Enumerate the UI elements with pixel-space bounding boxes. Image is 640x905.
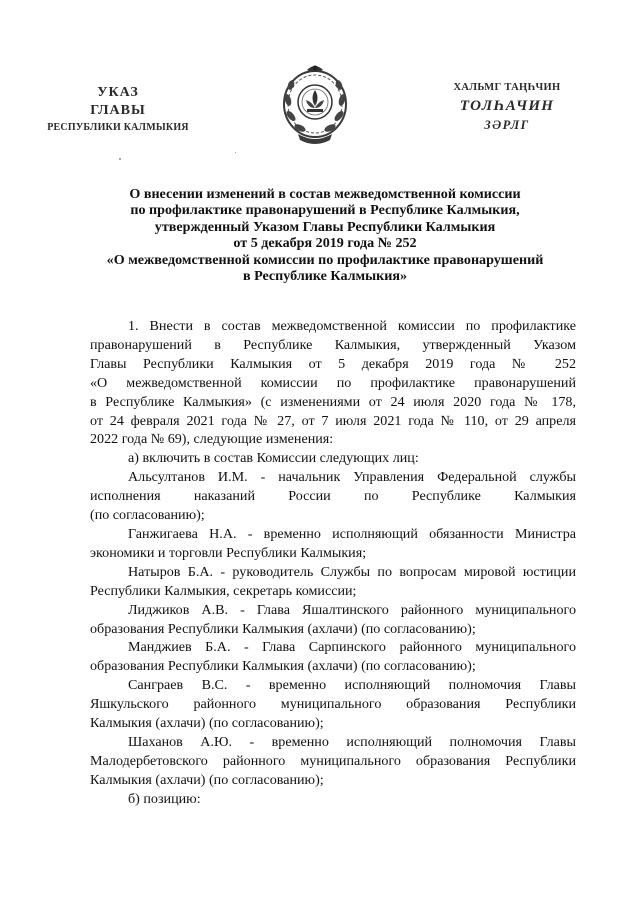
paragraph-ganzhigaeva bbox=[90, 525, 576, 563]
text-line: в Республике Калмыкия» (с изменениями от 24 июля 2020 года № 178, bbox=[90, 393, 576, 410]
text-line: Альсултанов И.М. - начальник Управления Федеральной службы bbox=[128, 469, 576, 486]
text-line: 2022 года № 69), следующие изменения: bbox=[90, 431, 334, 448]
paragraph-shakhanov bbox=[90, 733, 576, 790]
paragraph-manzhiev bbox=[90, 638, 576, 676]
text-line: Шаханов А.Ю. - временно исполняющий полномочия Главы bbox=[128, 733, 576, 750]
title-line: по профилактике правонарушений в Республике Калмыкия, bbox=[130, 202, 520, 219]
text-line: Малодербетовского районного муниципального образования Республики bbox=[90, 752, 576, 769]
header-left-line-3: РЕСПУБЛИКИ КАЛМЫКИЯ bbox=[47, 122, 189, 133]
title-line: утвержденный Указом Главы Республики Калмыкия bbox=[154, 218, 496, 235]
text-line: Натыров Б.А. - руководитель Службы по вопросам мировой юстиции bbox=[128, 563, 576, 580]
header-right-line-1: ХАЛЬМГ ТАҢҺЧИН bbox=[453, 82, 561, 93]
scan-speck bbox=[119, 158, 121, 160]
item-a: а) включить в состав Комиссии следующих лиц: bbox=[128, 450, 419, 467]
text-line: Санграев В.С. - временно исполняющий полномочия Главы bbox=[128, 677, 576, 694]
header-left bbox=[20, 84, 216, 136]
title-line: «О межведомственной комиссии по профилактике правонарушений bbox=[106, 251, 544, 268]
text-line: (по согласованию); bbox=[90, 507, 205, 524]
text-line: образования Республики Калмыкия (ахлачи) (по согласованию); bbox=[90, 658, 476, 675]
text-line: 1. Внести в состав межведомственной комиссии по профилактике bbox=[128, 318, 576, 334]
text-line: Яшкульского районного муниципального образования Республики bbox=[90, 696, 576, 713]
text-line: исполнения наказаний России по Республике Калмыкия bbox=[90, 488, 576, 505]
text-line: образования Республики Калмыкия (ахлачи) (по согласованию); bbox=[90, 620, 476, 637]
paragraph-alsultanov bbox=[90, 468, 576, 525]
text-line: экономики и торговли Республики Калмыкия; bbox=[90, 544, 367, 561]
document-body bbox=[90, 317, 576, 809]
scan-speck bbox=[235, 152, 236, 153]
header-right-line-2: ТОЛҺАЧИН bbox=[459, 98, 555, 114]
paragraph-1 bbox=[90, 317, 576, 449]
item-b: б) позицию: bbox=[128, 790, 201, 807]
title-line: в Республике Калмыкия» bbox=[242, 268, 408, 285]
text-line: «О межведомственной комиссии по профилактике правонарушений bbox=[90, 374, 576, 391]
coat-of-arms-icon bbox=[280, 60, 350, 146]
header-right bbox=[432, 80, 582, 134]
text-line: от 24 февраля 2021 года № 27, от 7 июля 2021 года № 110, от 29 апреля bbox=[90, 412, 576, 429]
text-line: Главы Республики Калмыкия от 5 декабря 2019 года № 252 bbox=[90, 355, 576, 372]
header-left-line-1: УКАЗ bbox=[97, 85, 139, 100]
title-line: от 5 декабря 2019 года № 252 bbox=[233, 235, 417, 252]
document-title bbox=[70, 186, 580, 284]
text-line: правонарушений в Республике Калмыкия, утвержденный Указом bbox=[90, 336, 576, 353]
header-right-line-3: ЗӘРЛГ bbox=[484, 118, 530, 132]
text-line: Лиджиков А.В. - Глава Яшалтинского районного муниципального bbox=[128, 601, 576, 618]
text-line: Калмыкия (ахлачи) (по согласованию); bbox=[90, 715, 324, 732]
text-line: Манджиев Б.А. - Глава Сарпинского районного муниципального bbox=[128, 639, 576, 656]
paragraph-sangraev bbox=[90, 676, 576, 733]
text-line: Республики Калмыкия, секретарь комиссии; bbox=[90, 582, 357, 599]
paragraph-natyrov bbox=[90, 563, 576, 601]
text-line: Калмыкия (ахлачи) (по согласованию); bbox=[90, 771, 324, 788]
header-left-line-2: ГЛАВЫ bbox=[90, 103, 146, 118]
title-line: О внесении изменений в состав межведомственной комиссии bbox=[129, 186, 521, 202]
paragraph-lidzhikov bbox=[90, 601, 576, 639]
text-line: Ганжигаева Н.А. - временно исполняющий обязанности Министра bbox=[128, 525, 576, 542]
